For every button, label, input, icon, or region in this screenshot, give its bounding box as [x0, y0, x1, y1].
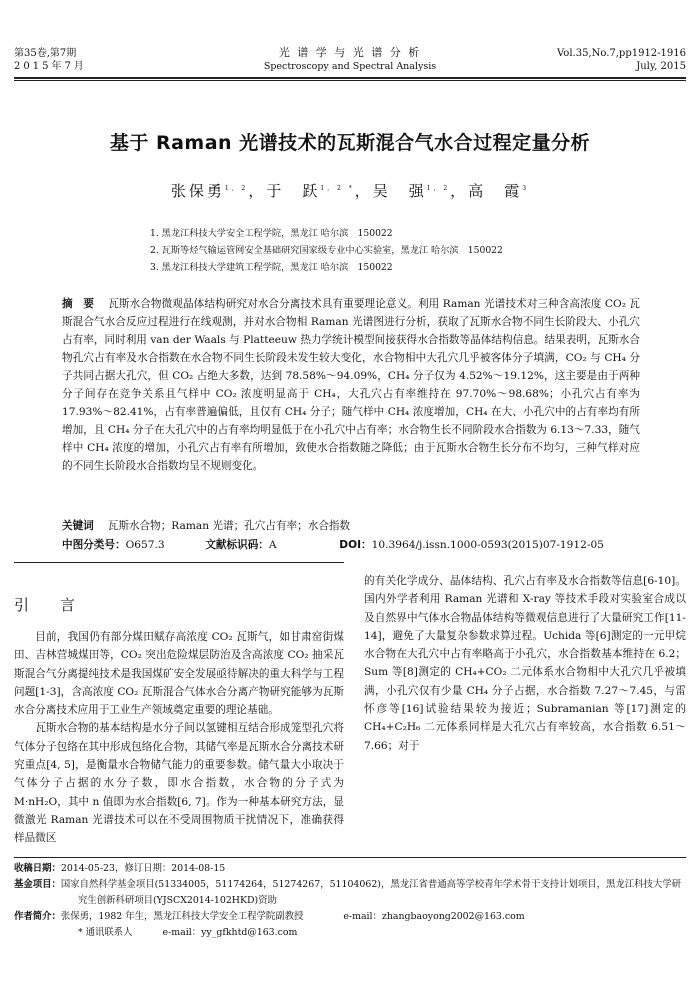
- author-2-affil: 1, 2 *: [320, 185, 355, 192]
- intro-paragraph-2: 瓦斯水合物的基本结构是水分子间以氢键相互结合形成笼型孔穴将气体分子包络在其中形成包络化合物，其储气率是瓦斯水合分离技术研究重点[4, 5]，是衡量水合物储气能力的重要参数。储气量大小取决于气体分子占据的水分子数，即水合指数，水合物的分子式为 M·nH₂O，其中 n 值即为水合指数[6, 7]。作为一种基本研究方法，显微激光 Raman 光谱技术可以在不受周围物质干扰情况下，准确获得样品微区: [14, 722, 344, 845]
- received-label: 收稿日期：: [14, 863, 61, 874]
- doi-value: 10.3964/j.issn.1000-0593(2015)07-1912-05: [371, 539, 604, 551]
- bio-label: 作者简介：: [14, 911, 61, 922]
- author-list: 张保勇$^{1, 2}$，于 跃$^{1, 2 *}$，吴 强$^{1, 2}$，高 霞$^3$: [170, 182, 530, 200]
- right-column: [364, 572, 686, 755]
- classification-line: [62, 537, 640, 553]
- fund-value: 国家自然科学基金项目(51334005，51174264，51274267，51104062)，黑龙江省普通高等学校青年学术骨干支持计划项目，黑龙江科技大学研究生创新科研项目(YJSCX2014-102HKD)资助: [60, 879, 681, 906]
- section-heading-intro: 引 言: [14, 596, 84, 614]
- received-value: 2014-05-23，修订日期：2014-08-15: [60, 863, 226, 874]
- header-rule: [14, 77, 686, 79]
- author-3-affil: 1, 2: [426, 185, 451, 192]
- section-divider: [14, 562, 344, 563]
- author-4: 高 霞: [468, 182, 523, 200]
- volume-pages: Vol.35,No.7,pp1912-1916: [557, 48, 686, 59]
- doc-code-value: A: [268, 539, 277, 551]
- journal-title-cn: 光 谱 学 与 光 谱 分 析: [278, 46, 422, 59]
- paper-title: 基于 Raman 光谱技术的瓦斯混合气水合过程定量分析: [109, 132, 591, 154]
- author-1: 张保勇: [170, 182, 225, 200]
- issue-date: 2015年7月: [14, 61, 87, 72]
- left-column: [14, 628, 344, 848]
- intro-paragraph-1: 目前，我国仍有部分煤田赋存高浓度 CO₂ 瓦斯气，如甘肃窑街煤田、吉林营城煤田等，CO₂ 突出危险煤层防治及含高浓度 CO₂ 抽采瓦斯混合气分离提纯技术是我国煤矿安全发展亟待解决的重大科学与工程问题[1-3]，含高浓度 CO₂ 瓦斯混合气体水合分离产物研究能够为瓦斯水合分离技术应用于工业生产领域奠定重要的理论基础。: [14, 631, 344, 717]
- received-date: [14, 861, 686, 877]
- journal-title-en: Spectroscopy and Spectral Analysis: [263, 61, 437, 72]
- author-bio: [14, 909, 686, 925]
- fund-info: [14, 877, 686, 909]
- fund-label: 基金项目：: [14, 879, 61, 890]
- abstract: [62, 295, 640, 475]
- abstract-label: 摘 要: [62, 298, 95, 310]
- footer-notes: [14, 861, 686, 941]
- affiliation-1: 1. 黑龙江科技大学安全工程学院，黑龙江 哈尔滨 150022: [150, 228, 393, 239]
- bio-email: e-mail：zhangbaoyong2002@163.com: [343, 911, 525, 922]
- clc-label: 中图分类号：: [62, 539, 126, 551]
- author-2: 于 跃: [266, 182, 321, 200]
- intro-paragraph-3: 的有关化学成分、晶体结构、孔穴占有率及水合指数等信息[6-10]。国内外学者利用 Raman 光谱和 X-ray 等技术手段对实验室合成以及自然界中气体水合物晶体结构等微观信息进行了大量研究工作[11-14]，避免了大量复杂参数求算过程。Uchida 等[6]测定的一元甲烷水合物在大孔穴中占有率略高于小孔穴，水合指数基本维持在 6.2；Sum 等[8]测定的 CH₄+CO₂ 二元体系水合物相中大孔穴几乎被填满，小孔穴仅有少量 CH₄ 分子占据，水合指数 7.27～7.45，与雷怀彦等[16]试验结果较为接近；Subramanian 等[17]测定的 CH₄+C₂H₆ 二元体系同样是大孔穴占有率较高，水合指数 6.51～7.66；对于: [364, 575, 686, 752]
- author-4-affil: 3: [522, 185, 530, 192]
- keywords-label: 关键词: [62, 520, 94, 532]
- keywords: [62, 518, 640, 534]
- footer-rule: [14, 857, 686, 858]
- doi-label: DOI：: [339, 539, 372, 551]
- volume-issue: 第35卷,第7期: [14, 48, 77, 59]
- corr-label: * 通讯联系人: [78, 927, 133, 938]
- bio-value: 张保勇，1982 年生，黑龙江科技大学安全工程学院副教授: [60, 911, 304, 922]
- publish-date-en: July, 2015: [636, 61, 686, 72]
- corresponding-author: [14, 925, 686, 941]
- author-3: 吴 强: [372, 182, 427, 200]
- affiliation-2: 2. 瓦斯等烃气输运管网安全基础研究国家级专业中心实验室，黑龙江 哈尔滨 150022: [150, 245, 503, 256]
- corr-email: e-mail：yy_gfkhtd@163.com: [162, 927, 298, 938]
- author-1-affil: 1, 2: [224, 185, 249, 192]
- header-rule-thin: [14, 80, 686, 81]
- keywords-text: 瓦斯水合物；Raman 光谱；孔穴占有率；水合指数: [107, 520, 351, 532]
- abstract-text: 瓦斯水合物微观晶体结构研究对水合分离技术具有重要理论意义。利用 Raman 光谱技术对三种含高浓度 CO₂ 瓦斯混合气水合反应过程进行在线观测，并对水合物相 Raman 光谱图进行分析，获取了瓦斯水合物不同生长阶段大、小孔穴占有率，同时利用 van der Waals 与 Platteeuw 热力学统计模型间接获得水合指数等晶体结构信息。结果表明，瓦斯水合物孔穴占有率及水合指数在水合物不同生长阶段未发生较大变化，水合物相中大孔穴几乎被客体分子填满，CO₂ 与 CH₄ 分子共同占据大孔穴，但 CO₂ 占绝大多数，达到 78.58%～94.09%，CH₄ 分子仅为 4.52%～19.12%，这主要是由于两种分子间存在竞争关系且气样中 CO₂ 浓度明显高于 CH₄，大孔穴占有率维持在 97.70%～98.68%；小孔穴占有率为 17.93%～82.41%，占有率普遍偏低，且仅有 CH₄ 分子；随气样中 CH₄ 浓度增加，CH₄ 在大、小孔穴中的占有率均有所增加，且 CH₄ 分子在大孔穴中的占有率均明显低于在小孔穴中占有率；水合物生长不同阶段水合指数为 6.13～7.33，随气样中 CH₄ 浓度的增加，小孔穴占有率有所增加，致使水合指数随之降低；由于瓦斯水合物生长分布不均匀，三种气样对应的不同生长阶段水合指数均呈不规则变化。: [62, 298, 641, 472]
- clc-value: O657.3: [125, 539, 165, 551]
- affiliation-3: 3. 黑龙江科技大学建筑工程学院，黑龙江 哈尔滨 150022: [150, 262, 393, 273]
- doc-code-label: 文献标识码：: [205, 539, 269, 551]
